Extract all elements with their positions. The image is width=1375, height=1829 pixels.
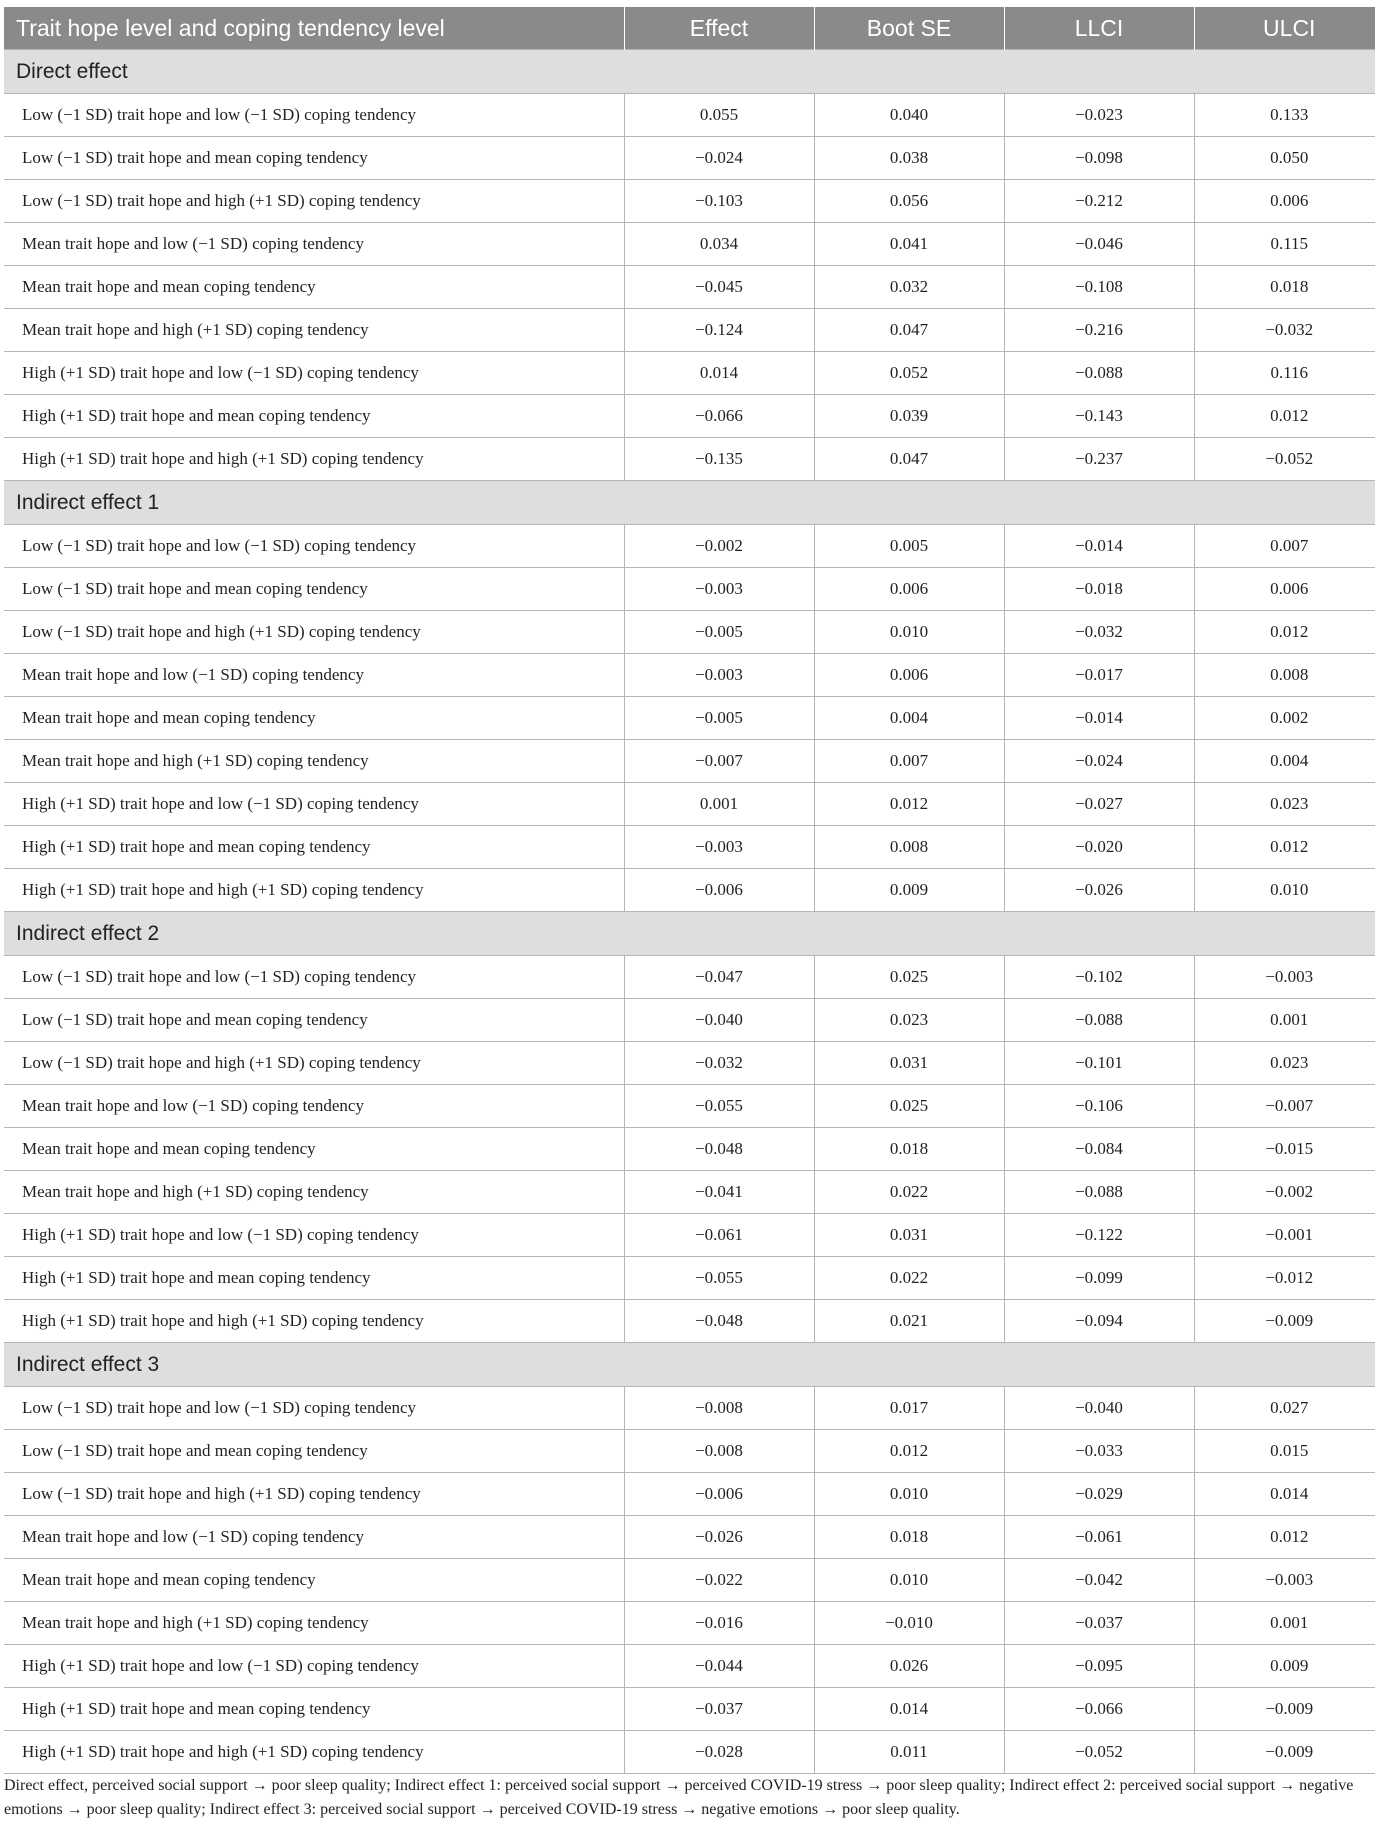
- table-row: [4, 352, 1375, 395]
- table-row: [4, 1516, 1375, 1559]
- llci-cell: −0.024: [1004, 740, 1194, 783]
- effect-cell: −0.003: [624, 654, 814, 697]
- table-row: [4, 525, 1375, 568]
- section-title: Indirect effect 3: [4, 1343, 1375, 1387]
- results-table: [4, 7, 1375, 1774]
- table-row: [4, 1559, 1375, 1602]
- effect-cell: −0.008: [624, 1430, 814, 1473]
- llci-cell: −0.088: [1004, 352, 1194, 395]
- row-label-cell: High (+1 SD) trait hope and low (−1 SD) coping tendency: [4, 352, 624, 395]
- llci-cell: −0.095: [1004, 1645, 1194, 1688]
- boot-se-cell: 0.012: [814, 1430, 1004, 1473]
- boot-se-cell: 0.011: [814, 1731, 1004, 1774]
- llci-cell: −0.032: [1004, 611, 1194, 654]
- table-row: [4, 740, 1375, 783]
- ulci-cell: 0.050: [1194, 137, 1375, 180]
- row-label-cell: Mean trait hope and high (+1 SD) coping tendency: [4, 309, 624, 352]
- results-table-container: [4, 7, 1370, 1774]
- table-row: [4, 999, 1375, 1042]
- table-footnote: Direct effect, perceived social support → poor sleep quality; Indirect effect 1: perceived social support → perceived COVID-19 stress → poor sleep quality; Indirect effect 2: perceived social support → negative emotions → poor sleep quality; Indirect effect 3: perceived social support → perceived COVID-19 stress → negative emotions → poor sleep quality.: [4, 1777, 1354, 1818]
- llci-cell: −0.046: [1004, 223, 1194, 266]
- boot-se-cell: 0.017: [814, 1387, 1004, 1430]
- table-row: [4, 697, 1375, 740]
- row-label-cell: Low (−1 SD) trait hope and mean coping tendency: [4, 999, 624, 1042]
- boot-se-cell: 0.009: [814, 869, 1004, 912]
- ulci-cell: 0.006: [1194, 180, 1375, 223]
- effect-cell: −0.032: [624, 1042, 814, 1085]
- llci-cell: −0.017: [1004, 654, 1194, 697]
- table-row: [4, 1300, 1375, 1343]
- ulci-cell: 0.012: [1194, 395, 1375, 438]
- ulci-cell: −0.012: [1194, 1257, 1375, 1300]
- llci-cell: −0.023: [1004, 94, 1194, 137]
- header-effect: Effect: [624, 7, 814, 50]
- llci-cell: −0.088: [1004, 999, 1194, 1042]
- boot-se-cell: 0.018: [814, 1128, 1004, 1171]
- boot-se-cell: 0.052: [814, 352, 1004, 395]
- header-llci: LLCI: [1004, 7, 1194, 50]
- boot-se-cell: 0.025: [814, 956, 1004, 999]
- llci-cell: −0.037: [1004, 1602, 1194, 1645]
- effect-cell: −0.022: [624, 1559, 814, 1602]
- effect-cell: −0.006: [624, 1473, 814, 1516]
- row-label-cell: High (+1 SD) trait hope and high (+1 SD) coping tendency: [4, 438, 624, 481]
- effect-cell: −0.055: [624, 1257, 814, 1300]
- table-row: [4, 1731, 1375, 1774]
- row-label-cell: High (+1 SD) trait hope and mean coping tendency: [4, 1688, 624, 1731]
- ulci-cell: 0.015: [1194, 1430, 1375, 1473]
- ulci-cell: 0.002: [1194, 697, 1375, 740]
- ulci-cell: −0.032: [1194, 309, 1375, 352]
- row-label-cell: Mean trait hope and mean coping tendency: [4, 697, 624, 740]
- boot-se-cell: 0.006: [814, 568, 1004, 611]
- ulci-cell: −0.001: [1194, 1214, 1375, 1257]
- row-label-cell: High (+1 SD) trait hope and high (+1 SD) coping tendency: [4, 869, 624, 912]
- effect-cell: 0.034: [624, 223, 814, 266]
- table-row: [4, 568, 1375, 611]
- ulci-cell: 0.133: [1194, 94, 1375, 137]
- table-row: [4, 1430, 1375, 1473]
- llci-cell: −0.094: [1004, 1300, 1194, 1343]
- effect-cell: −0.047: [624, 956, 814, 999]
- llci-cell: −0.122: [1004, 1214, 1194, 1257]
- boot-se-cell: 0.047: [814, 438, 1004, 481]
- effect-cell: −0.006: [624, 869, 814, 912]
- llci-cell: −0.026: [1004, 869, 1194, 912]
- llci-cell: −0.143: [1004, 395, 1194, 438]
- table-row: [4, 309, 1375, 352]
- llci-cell: −0.018: [1004, 568, 1194, 611]
- row-label-cell: Low (−1 SD) trait hope and high (+1 SD) coping tendency: [4, 611, 624, 654]
- table-row: [4, 137, 1375, 180]
- boot-se-cell: 0.010: [814, 611, 1004, 654]
- boot-se-cell: 0.007: [814, 740, 1004, 783]
- ulci-cell: 0.116: [1194, 352, 1375, 395]
- table-row: [4, 611, 1375, 654]
- boot-se-cell: 0.008: [814, 826, 1004, 869]
- table-body: [4, 50, 1375, 1774]
- section-title: Indirect effect 1: [4, 481, 1375, 525]
- llci-cell: −0.061: [1004, 1516, 1194, 1559]
- effect-cell: −0.005: [624, 611, 814, 654]
- ulci-cell: −0.009: [1194, 1731, 1375, 1774]
- ulci-cell: 0.018: [1194, 266, 1375, 309]
- row-label-cell: Mean trait hope and high (+1 SD) coping tendency: [4, 1602, 624, 1645]
- llci-cell: −0.099: [1004, 1257, 1194, 1300]
- table-row: [4, 395, 1375, 438]
- table-row: [4, 438, 1375, 481]
- llci-cell: −0.014: [1004, 697, 1194, 740]
- boot-se-cell: 0.004: [814, 697, 1004, 740]
- effect-cell: −0.016: [624, 1602, 814, 1645]
- boot-se-cell: 0.006: [814, 654, 1004, 697]
- row-label-cell: High (+1 SD) trait hope and mean coping tendency: [4, 395, 624, 438]
- ulci-cell: −0.052: [1194, 438, 1375, 481]
- ulci-cell: −0.003: [1194, 956, 1375, 999]
- header-ulci: ULCI: [1194, 7, 1375, 50]
- boot-se-cell: 0.031: [814, 1214, 1004, 1257]
- table-row: [4, 1387, 1375, 1430]
- llci-cell: −0.101: [1004, 1042, 1194, 1085]
- section-header-row: [4, 1343, 1375, 1387]
- row-label-cell: Mean trait hope and low (−1 SD) coping tendency: [4, 1516, 624, 1559]
- effect-cell: −0.007: [624, 740, 814, 783]
- ulci-cell: 0.009: [1194, 1645, 1375, 1688]
- llci-cell: −0.237: [1004, 438, 1194, 481]
- boot-se-cell: 0.031: [814, 1042, 1004, 1085]
- effect-cell: −0.005: [624, 697, 814, 740]
- boot-se-cell: 0.023: [814, 999, 1004, 1042]
- table-row: [4, 1085, 1375, 1128]
- row-label-cell: High (+1 SD) trait hope and low (−1 SD) coping tendency: [4, 783, 624, 826]
- effect-cell: 0.014: [624, 352, 814, 395]
- effect-cell: −0.048: [624, 1300, 814, 1343]
- header-label: Trait hope level and coping tendency level: [4, 7, 624, 50]
- ulci-cell: 0.115: [1194, 223, 1375, 266]
- ulci-cell: 0.001: [1194, 1602, 1375, 1645]
- row-label-cell: Mean trait hope and low (−1 SD) coping tendency: [4, 654, 624, 697]
- boot-se-cell: 0.022: [814, 1257, 1004, 1300]
- row-label-cell: Mean trait hope and low (−1 SD) coping tendency: [4, 223, 624, 266]
- table-row: [4, 783, 1375, 826]
- llci-cell: −0.040: [1004, 1387, 1194, 1430]
- boot-se-cell: 0.018: [814, 1516, 1004, 1559]
- effect-cell: −0.026: [624, 1516, 814, 1559]
- llci-cell: −0.212: [1004, 180, 1194, 223]
- ulci-cell: −0.009: [1194, 1688, 1375, 1731]
- ulci-cell: 0.008: [1194, 654, 1375, 697]
- effect-cell: −0.135: [624, 438, 814, 481]
- boot-se-cell: 0.012: [814, 783, 1004, 826]
- boot-se-cell: 0.039: [814, 395, 1004, 438]
- effect-cell: 0.055: [624, 94, 814, 137]
- effect-cell: −0.028: [624, 1731, 814, 1774]
- boot-se-cell: 0.005: [814, 525, 1004, 568]
- effect-cell: −0.055: [624, 1085, 814, 1128]
- boot-se-cell: 0.038: [814, 137, 1004, 180]
- row-label-cell: Low (−1 SD) trait hope and mean coping tendency: [4, 137, 624, 180]
- boot-se-cell: 0.056: [814, 180, 1004, 223]
- ulci-cell: 0.001: [1194, 999, 1375, 1042]
- table-row: [4, 654, 1375, 697]
- boot-se-cell: 0.040: [814, 94, 1004, 137]
- row-label-cell: Low (−1 SD) trait hope and high (+1 SD) coping tendency: [4, 1473, 624, 1516]
- llci-cell: −0.088: [1004, 1171, 1194, 1214]
- table-row: [4, 266, 1375, 309]
- row-label-cell: Low (−1 SD) trait hope and mean coping tendency: [4, 568, 624, 611]
- row-label-cell: Low (−1 SD) trait hope and mean coping tendency: [4, 1430, 624, 1473]
- effect-cell: −0.045: [624, 266, 814, 309]
- boot-se-cell: 0.047: [814, 309, 1004, 352]
- effect-cell: −0.002: [624, 525, 814, 568]
- effect-cell: 0.001: [624, 783, 814, 826]
- table-row: [4, 223, 1375, 266]
- ulci-cell: −0.007: [1194, 1085, 1375, 1128]
- row-label-cell: High (+1 SD) trait hope and mean coping tendency: [4, 826, 624, 869]
- row-label-cell: High (+1 SD) trait hope and low (−1 SD) coping tendency: [4, 1645, 624, 1688]
- boot-se-cell: 0.026: [814, 1645, 1004, 1688]
- boot-se-cell: 0.025: [814, 1085, 1004, 1128]
- ulci-cell: 0.007: [1194, 525, 1375, 568]
- llci-cell: −0.033: [1004, 1430, 1194, 1473]
- table-row: [4, 1602, 1375, 1645]
- boot-se-cell: 0.032: [814, 266, 1004, 309]
- table-row: [4, 1042, 1375, 1085]
- row-label-cell: Mean trait hope and mean coping tendency: [4, 1559, 624, 1602]
- llci-cell: −0.102: [1004, 956, 1194, 999]
- llci-cell: −0.084: [1004, 1128, 1194, 1171]
- effect-cell: −0.103: [624, 180, 814, 223]
- row-label-cell: Mean trait hope and high (+1 SD) coping tendency: [4, 740, 624, 783]
- ulci-cell: −0.002: [1194, 1171, 1375, 1214]
- table-row: [4, 956, 1375, 999]
- ulci-cell: 0.010: [1194, 869, 1375, 912]
- table-row: [4, 94, 1375, 137]
- table-row: [4, 1645, 1375, 1688]
- effect-cell: −0.066: [624, 395, 814, 438]
- table-row: [4, 1128, 1375, 1171]
- ulci-cell: 0.023: [1194, 783, 1375, 826]
- ulci-cell: −0.015: [1194, 1128, 1375, 1171]
- table-row: [4, 1473, 1375, 1516]
- effect-cell: −0.044: [624, 1645, 814, 1688]
- section-header-row: [4, 912, 1375, 956]
- effect-cell: −0.124: [624, 309, 814, 352]
- table-row: [4, 1214, 1375, 1257]
- row-label-cell: High (+1 SD) trait hope and high (+1 SD) coping tendency: [4, 1731, 624, 1774]
- row-label-cell: Low (−1 SD) trait hope and low (−1 SD) coping tendency: [4, 956, 624, 999]
- effect-cell: −0.003: [624, 826, 814, 869]
- table-header-row: [4, 7, 1375, 50]
- boot-se-cell: 0.041: [814, 223, 1004, 266]
- table-row: [4, 1257, 1375, 1300]
- llci-cell: −0.014: [1004, 525, 1194, 568]
- boot-se-cell: 0.010: [814, 1473, 1004, 1516]
- boot-se-cell: 0.010: [814, 1559, 1004, 1602]
- row-label-cell: High (+1 SD) trait hope and high (+1 SD) coping tendency: [4, 1300, 624, 1343]
- llci-cell: −0.066: [1004, 1688, 1194, 1731]
- llci-cell: −0.098: [1004, 137, 1194, 180]
- llci-cell: −0.052: [1004, 1731, 1194, 1774]
- llci-cell: −0.106: [1004, 1085, 1194, 1128]
- llci-cell: −0.216: [1004, 309, 1194, 352]
- ulci-cell: 0.004: [1194, 740, 1375, 783]
- table-row: [4, 826, 1375, 869]
- row-label-cell: Low (−1 SD) trait hope and low (−1 SD) coping tendency: [4, 94, 624, 137]
- boot-se-cell: 0.014: [814, 1688, 1004, 1731]
- llci-cell: −0.108: [1004, 266, 1194, 309]
- ulci-cell: 0.023: [1194, 1042, 1375, 1085]
- section-header-row: [4, 50, 1375, 94]
- boot-se-cell: −0.010: [814, 1602, 1004, 1645]
- row-label-cell: Mean trait hope and mean coping tendency: [4, 266, 624, 309]
- effect-cell: −0.040: [624, 999, 814, 1042]
- row-label-cell: Mean trait hope and high (+1 SD) coping tendency: [4, 1171, 624, 1214]
- header-boot-se: Boot SE: [814, 7, 1004, 50]
- ulci-cell: 0.014: [1194, 1473, 1375, 1516]
- llci-cell: −0.027: [1004, 783, 1194, 826]
- ulci-cell: 0.006: [1194, 568, 1375, 611]
- effect-cell: −0.024: [624, 137, 814, 180]
- ulci-cell: −0.003: [1194, 1559, 1375, 1602]
- row-label-cell: Low (−1 SD) trait hope and high (+1 SD) coping tendency: [4, 180, 624, 223]
- effect-cell: −0.048: [624, 1128, 814, 1171]
- ulci-cell: −0.009: [1194, 1300, 1375, 1343]
- ulci-cell: 0.012: [1194, 611, 1375, 654]
- effect-cell: −0.037: [624, 1688, 814, 1731]
- llci-cell: −0.020: [1004, 826, 1194, 869]
- effect-cell: −0.041: [624, 1171, 814, 1214]
- effect-cell: −0.008: [624, 1387, 814, 1430]
- row-label-cell: High (+1 SD) trait hope and low (−1 SD) coping tendency: [4, 1214, 624, 1257]
- table-row: [4, 1688, 1375, 1731]
- row-label-cell: Low (−1 SD) trait hope and high (+1 SD) coping tendency: [4, 1042, 624, 1085]
- row-label-cell: Low (−1 SD) trait hope and low (−1 SD) coping tendency: [4, 1387, 624, 1430]
- section-title: Direct effect: [4, 50, 1375, 94]
- row-label-cell: Mean trait hope and mean coping tendency: [4, 1128, 624, 1171]
- row-label-cell: Low (−1 SD) trait hope and low (−1 SD) coping tendency: [4, 525, 624, 568]
- effect-cell: −0.003: [624, 568, 814, 611]
- boot-se-cell: 0.022: [814, 1171, 1004, 1214]
- ulci-cell: 0.012: [1194, 1516, 1375, 1559]
- section-title: Indirect effect 2: [4, 912, 1375, 956]
- section-header-row: [4, 481, 1375, 525]
- row-label-cell: Mean trait hope and low (−1 SD) coping tendency: [4, 1085, 624, 1128]
- effect-cell: −0.061: [624, 1214, 814, 1257]
- row-label-cell: High (+1 SD) trait hope and mean coping tendency: [4, 1257, 624, 1300]
- llci-cell: −0.029: [1004, 1473, 1194, 1516]
- table-row: [4, 869, 1375, 912]
- ulci-cell: 0.012: [1194, 826, 1375, 869]
- table-row: [4, 180, 1375, 223]
- table-row: [4, 1171, 1375, 1214]
- boot-se-cell: 0.021: [814, 1300, 1004, 1343]
- llci-cell: −0.042: [1004, 1559, 1194, 1602]
- ulci-cell: 0.027: [1194, 1387, 1375, 1430]
